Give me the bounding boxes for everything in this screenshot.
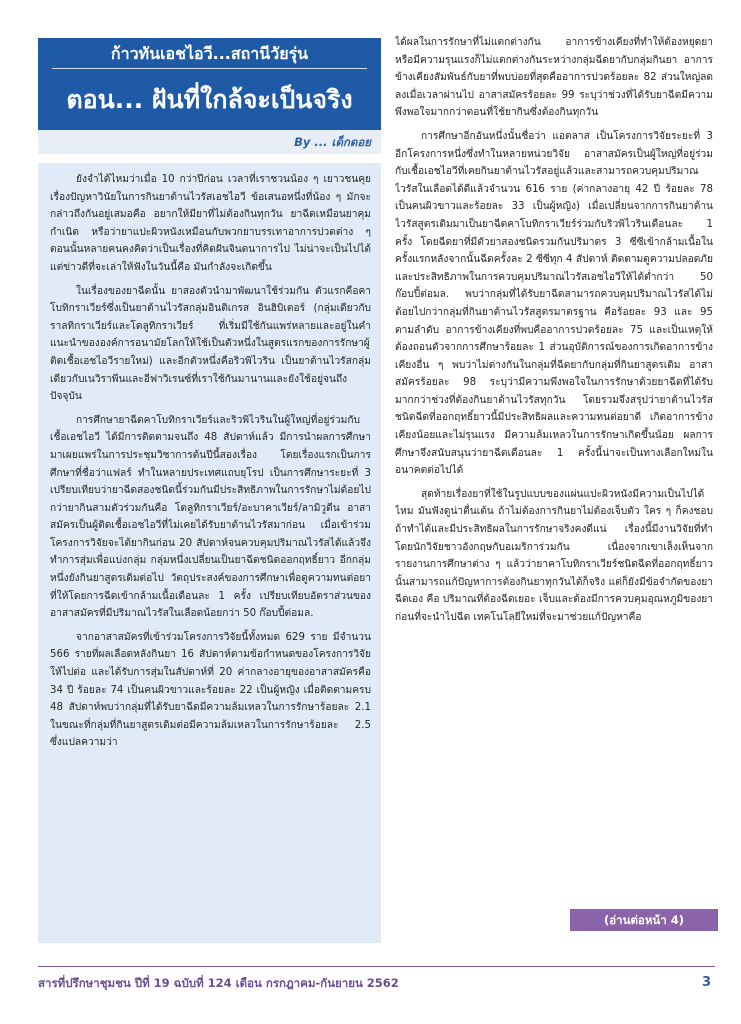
page-footer — [38, 972, 715, 994]
left-column — [38, 163, 381, 943]
continued-on-page-label: (อ่านต่อหน้า 4) — [570, 909, 718, 931]
left-paragraph-1: ยังจำได้ไหมว่าเมื่อ 10 กว่าปีก่อน เวลาที่เราชวนน้อง ๆ เยาวชนคุยเรื่องปัญหาวินัยในการกินยาต้านไวรัสเอชไอวี ข้อเสนอหนึ่งที่น้อง ๆ มักจะกล่าวถึงกันอยู่เสมอคือ อยากให้มียาที่ไม่ต้องกินทุกวัน ยาฉีดเหมือนยาคุมกำเนิด หรือว่ายาแปะผิวหนังเหมือนกับพวกยาบรรเทาอาการปวดต่าง ๆ ตอนนั้นหลายคนคงคิดว่าเป็นเรื่องที่คิดฝันจินตนาการไป ไม่น่าจะเป็นไปได้ แต่ข่าวดีที่จะเล่าให้ฟังในวันนี้คือ มันกำลังจะเกิดขึ้น — [50, 174, 371, 273]
right-paragraph-3: สุดท้ายเรื่องยาที่ใช้ในรูปแบบของแผ่นแปะผิวหนังมีความเป็นไปได้ไหม มันฟังดูน่าตื่นเต้น ถ้าไม่ต้องการกินยาไม่ต้องเจ็บตัว ใคร ๆ ก็คงชอบ ถ้าทำได้และมีประสิทธิผลในการรักษาจริงคงดีแน่ เรื่องนี้มีงานวิจัยที่ทำโดยนักวิจัยชาวอังกฤษกับอเมริการ่วมกัน เนื่องจากเขาเล็งเห็นจากรายงานการศึกษาต่าง ๆ แล้วว่ายาคาโบทิกราเวียร์ชนิดฉีดที่ออกฤทธิ์ยาวนั้นสามารถแก้ปัญหาการต้องกินยาทุกวันได้ก็จริง แต่ก็ยังมีข้อจำกัดของยาฉีดเอง คือ ปริมาณที่ต้องฉีดเยอะ เจ็บและต้องมีการควบคุมอุณหภูมิของยาก่อนที่จะนำไปฉีด เทคโนโลยีใหม่ที่จะมาช่วยแก้ปัญหาคือ — [395, 488, 713, 623]
article-headline: ตอน... ฝันที่ใกล้จะเป็นจริง — [66, 85, 353, 114]
publication-info: สารที่ปรึกษาชุมชน ปีที่ 19 ฉบับที่ 124 เดือน กรกฎาคม-กันยายน 2562 — [38, 976, 399, 990]
article-header — [38, 38, 381, 130]
right-column — [395, 34, 713, 920]
right-paragraph-2: การศึกษาอีกอันหนึ่งนั้นชื่อว่า แอตลาส เป็นโครงการวิจัยระยะที่ 3 อีกโครงการหนึ่งซึ่งทำในหลายหน่วยวิจัย อาสาสมัครเป็นผู้ใหญ่ที่อยู่ร่วมกับเชื้อเอชไอวีที่เคยกินยาต้านไวรัสอยู่แล้วและสามารถควบคุมปริมาณไวรัสในเลือดได้ดีแล้วจำนวน 616 ราย (ค่ากลางอายุ 42 ปี ร้อยละ 78 เป็นคนผิวขาวและร้อยละ 33 เป็นผู้หญิง) เมื่อเปลี่ยนจากการกินยาต้านไวรัสสูตรเดิมมาเป็นยาฉีดคาโบทิกราเวียร์ร่วมกับริวพิไวรินเดือนละ 1 ครั้ง โดยฉีดยาที่มีตัวยาสองชนิดรวมกันปริมาตร 3 ซีซีเข้ากล้ามเนื้อในครั้งแรกหลังจากนั้นฉีดครั้งละ 2 ซีซีทุก 4 สัปดาห์ ติดตามดูความปลอดภัยและประสิทธิภาพในการควบคุมปริมาณไวรัสเอชไอวีให้ได้ต่ำกว่า 50 ก๊อบปี้ต่อมล. พบว่ากลุ่มที่ได้รับยาฉีดสามารถควบคุมปริมาณไวรัสได้ไม่ด้อยไปกว่ากลุ่มที่กินยาต้านไวรัสสูตรมาตรฐาน คือร้อยละ 93 และ 95 ตามลำดับ อาการข้างเคียงที่พบคืออาการปวดร้อยละ 75 และเป็นเหตุให้ต้องถอนตัวจากการศึกษาร้อยละ 1 ส่วนอุบัติการณ์ของการเกิดอาการข้างเคียงอื่น ๆ พบว่าไม่ต่างกันในกลุ่มที่ฉีดยากับกลุ่มที่กินยาสูตรเดิม อาสาสมัครร้อยละ 98 ระบุว่ามีความพึงพอใจในการรักษาด้วยยาฉีดที่ได้รับมากกว่าช่วงที่ต้องกินยาต้านไวรัสทุกวัน โดยรวมจึงสรุปว่ายาต้านไวรัสชนิดฉีดที่ออกฤทธิ์ยาวนี้มีประสิทธิผลและความทนต่อยาดี เกิดอาการข้างเคียงน้อยและไม่รุนแรง มีความล้มเหลวในการรักษาเกิดขึ้นน้อย ผลการศึกษาจึงสนับสนุนว่ายาฉีดเดือนละ 1 ครั้งนี้น่าจะเป็นทางเลือกใหม่ในอนาคตต่อไปได้ — [395, 130, 713, 477]
series-title: ก้าวทันเอชไอวี...สถานีวัยรุ่น — [110, 44, 309, 63]
page-number: 3 — [701, 975, 711, 990]
left-paragraph-3: การศึกษายาฉีดคาโบทิกราเวียร์และริวพิไวรินในผู้ใหญ่ที่อยู่ร่วมกับเชื้อเอชไอวี ได้มีการติดตามจนถึง 48 สัปดาห์แล้ว มีการนำผลการศึกษามาเผยแพร่ในการประชุมวิชาการต้นปีนี้สองเรื่อง โดยเรื่องแรกเป็นการศึกษาที่ชื่อว่าแฟลร์ ทำในหลายประเทศแถบยุโรป เป็นการศึกษาระยะที่ 3 เปรียบเทียบว่ายาฉีดสองชนิดนี้ร่วมกันมีประสิทธิภาพในการรักษาไม่ด้อยไปกว่ายากินสามตัวร่วมกันคือ โดลูทิกราเวียร์/อะบาคาเวียร์/ลามิวูดีน อาสาสมัครเป็นผู้ติดเชื้อเอชไอวีที่ไม่เคยได้รับยาต้านไวรัสมาก่อน เมื่อเข้าร่วมโครงการวิจัยจะได้ยากินก่อน 20 สัปดาห์จนควบคุมปริมาณไวรัสได้แล้วจึงทำการสุ่มเพื่อแบ่งกลุ่ม กลุ่มหนึ่งเปลี่ยนเป็นยาฉีดชนิดออกฤทธิ์ยาว อีกกลุ่มหนึ่งยังกินยาสูตรเดิมต่อไป วัตถุประสงค์ของการศึกษาเพื่อดูความทนต่อยา ที่ให้โดยการฉีดเข้ากล้ามเนื้อเดือนละ 1 ครั้ง เปรียบเทียบอัตราส่วนของอาสาสมัครที่มีปริมาณไวรัสในเลือดน้อยกว่า 50 ก๊อบปี้ต่อมล. — [50, 414, 371, 620]
left-paragraph-2: ในเรื่องของยาฉีดนั้น ยาสองตัวนำมาพัฒนาใช้ร่วมกัน ตัวแรกคือคาโบทิกราเวียร์ซึ่งเป็นยาต้านไวรัสกลุ่มอินติเกรส อินฮิบิเตอร์ (กลุ่มเดียวกับราลทิกราเวียร์และโดลูทิกราเวียร์ ที่เริ่มมีใช้กันแพร่หลายและอยู่ในคำแนะนำขององค์การอนามัยโลกให้ใช้เป็นตัวหนึ่งในสูตรแรกของการรักษาผู้ติดเชื้อเอชไอวีรายใหม่) และอีกตัวหนึ่งคือริวพิไวริน เป็นยาต้านไวรัสกลุ่มเดียวกับเนวิราพีนและอีฟาวิเรนซ์ที่เราใช้กันมานานและยังใช้อยู่จนถึงปัจจุบัน — [50, 285, 371, 403]
author-byline: By ... เด็กดอย — [38, 130, 381, 154]
right-paragraph-1: ได้ผลในการรักษาที่ไม่แตกต่างกัน อาการข้างเคียงที่ทำให้ต้องหยุดยา หรือมีความรุนแรงก็ไม่แตกต่างกันระหว่างกลุ่มฉีดยากับกลุ่มกินยา อาการข้างเคียงสัมพันธ์กับยาที่พบบ่อยที่สุดคืออาการปวดร้อยละ 82 ส่วนใหญ่ลดลงเมื่อเวลาผ่านไป อาสาสมัครร้อยละ 99 ระบุว่าช่วงที่ได้รับยาฉีดมีความพึงพอใจมากกว่าตอนที่ใช้ยากินซึ่งต้องกินทุกวัน — [395, 37, 713, 119]
header-divider — [52, 68, 367, 69]
footer-divider — [38, 966, 715, 967]
left-paragraph-4: จากอาสาสมัครที่เข้าร่วมโครงการวิจัยนี้ทั้งหมด 629 ราย มีจำนวน 566 รายที่ผลเลือดหลังกินยา 16 สัปดาห์ตามข้อกำหนดของโครงการวิจัยให้ไปต่อ และได้รับการสุ่มในสัปดาห์ที่ 20 ค่ากลางอายุของอาสาสมัครคือ 34 ปี ร้อยละ 74 เป็นคนผิวขาวและร้อยละ 22 เป็นผู้หญิง เมื่อติดตามครบ 48 สัปดาห์พบว่ากลุ่มที่ได้รับยาฉีดมีความล้มเหลวในการรักษาร้อยละ 2.1 ในขณะที่กลุ่มที่กินยาสูตรเดิมต่อมีความล้มเหลวในการรักษาร้อยละ 2.5 ซึ่งแปลความว่า — [50, 631, 371, 749]
